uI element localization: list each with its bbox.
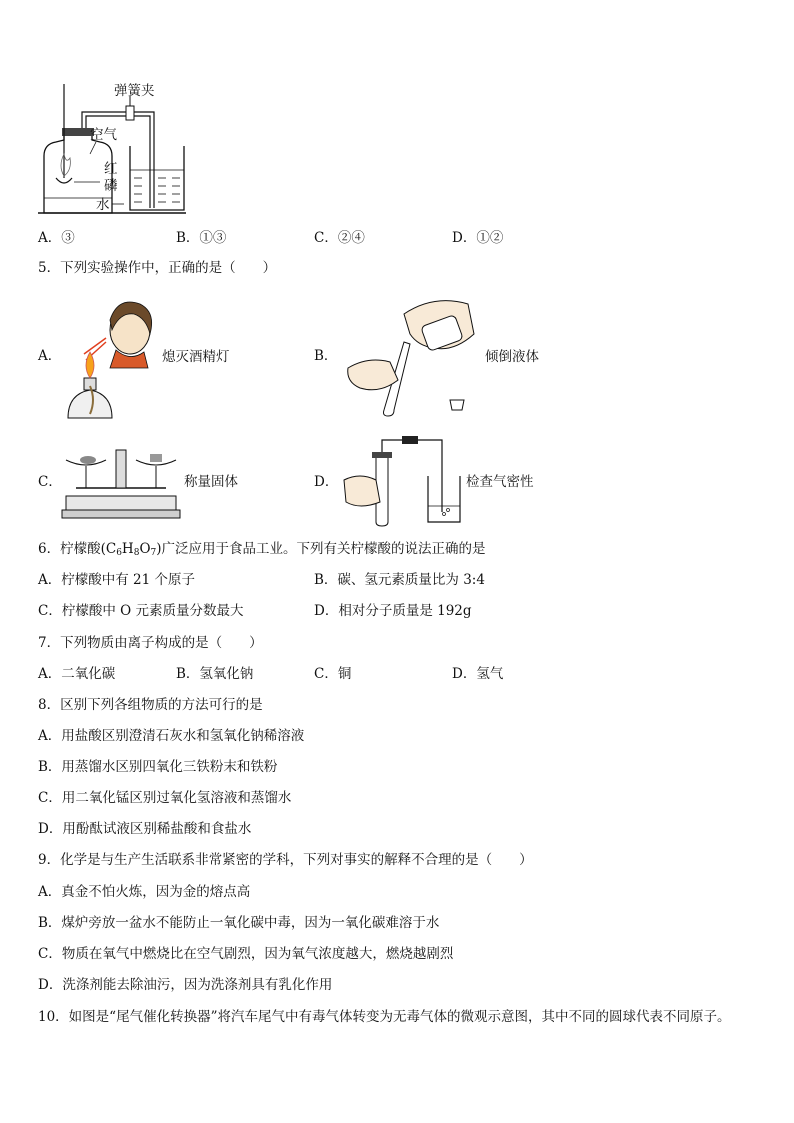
q5-stem: 5．下列实验操作中，正确的是（ ） [38, 260, 277, 276]
q8-option-d[interactable]: D．用酚酞试液区别稀盐酸和食盐水 [38, 821, 252, 837]
balance-weighing-figure [60, 440, 182, 522]
q6-stem: 6．柠檬酸$(C_6H_8O_7)$广泛应用于食品工业。下列有关柠檬酸的说法正确的是 [38, 541, 486, 558]
label-clip: 弹簧夹 [114, 83, 155, 99]
q7-option-b[interactable]: B．氢氧化钠 [176, 666, 254, 682]
q9-option-b[interactable]: B．煤炉旁放一盆水不能防止一氧化碳中毒，因为一氧化碳难溶于水 [38, 915, 440, 931]
label-phos: 磷 [104, 178, 118, 194]
q8-stem: 8．区别下列各组物质的方法可行的是 [38, 697, 263, 713]
q7-stem: 7．下列物质由离子构成的是（ ） [38, 635, 263, 651]
q6-option-b[interactable]: B．碳、氢元素质量比为 3:4 [314, 572, 485, 588]
q5-option-b-caption: 倾倒液体 [485, 349, 539, 365]
q4-option-c[interactable]: C．②④ [314, 230, 365, 246]
label-water: 水 [96, 197, 110, 213]
q6-option-a[interactable]: A．柠檬酸中有 21 个原子 [38, 572, 196, 588]
q8-option-b[interactable]: B．用蒸馏水区别四氧化三铁粉末和铁粉 [38, 759, 278, 775]
q10-stem: 10．如图是“尾气催化转换器”将汽车尾气中有毒气体转变为无毒气体的微观示意图，其中不同的圆球代表不同原子。 [38, 1009, 731, 1025]
q8-option-c[interactable]: C．用二氧化锰区别过氧化氢溶液和蒸馏水 [38, 790, 292, 806]
q5-option-a-caption: 熄灭酒精灯 [162, 349, 230, 365]
q4-option-a[interactable]: A．③ [38, 230, 75, 246]
blowing-out-lamp-figure [60, 290, 160, 428]
q9-option-a[interactable]: A．真金不怕火炼，因为金的熔点高 [38, 884, 251, 900]
q5-option-d-letter[interactable]: D． [314, 474, 339, 490]
q5-option-b-letter[interactable]: B． [314, 348, 338, 364]
q9-option-c[interactable]: C．物质在氧气中燃烧比在空气剧烈，因为氧气浓度越大，燃烧越剧烈 [38, 946, 454, 962]
q6-option-c[interactable]: C．柠檬酸中 O 元素质量分数最大 [38, 603, 244, 619]
q5-option-a-letter[interactable]: A． [38, 348, 62, 364]
airtightness-check-figure [340, 436, 466, 528]
q5-option-c-letter[interactable]: C． [38, 474, 62, 490]
q5-option-c-caption: 称量固体 [184, 474, 238, 490]
q8-option-a[interactable]: A．用盐酸区别澄清石灰水和氢氧化钠稀溶液 [38, 728, 305, 744]
q4-option-d[interactable]: D．①② [452, 230, 504, 246]
q5-option-d-caption: 检查气密性 [466, 474, 534, 490]
label-red: 红 [104, 161, 118, 177]
pouring-liquid-figure [344, 294, 484, 418]
q6-option-d[interactable]: D．相对分子质量是 192g [314, 603, 472, 619]
q9-option-d[interactable]: D．洗涤剂能去除油污，因为洗涤剂具有乳化作用 [38, 977, 333, 993]
q4-option-b[interactable]: B．①③ [176, 230, 227, 246]
label-air: 空气 [90, 127, 117, 143]
q7-option-d[interactable]: D．氢气 [452, 666, 504, 682]
q9-stem: 9．化学是与生产生活联系非常紧密的学科，下列对事实的解释不合理的是（ ） [38, 852, 533, 868]
q7-option-a[interactable]: A．二氧化碳 [38, 666, 116, 682]
q7-option-c[interactable]: C．铜 [314, 666, 352, 682]
